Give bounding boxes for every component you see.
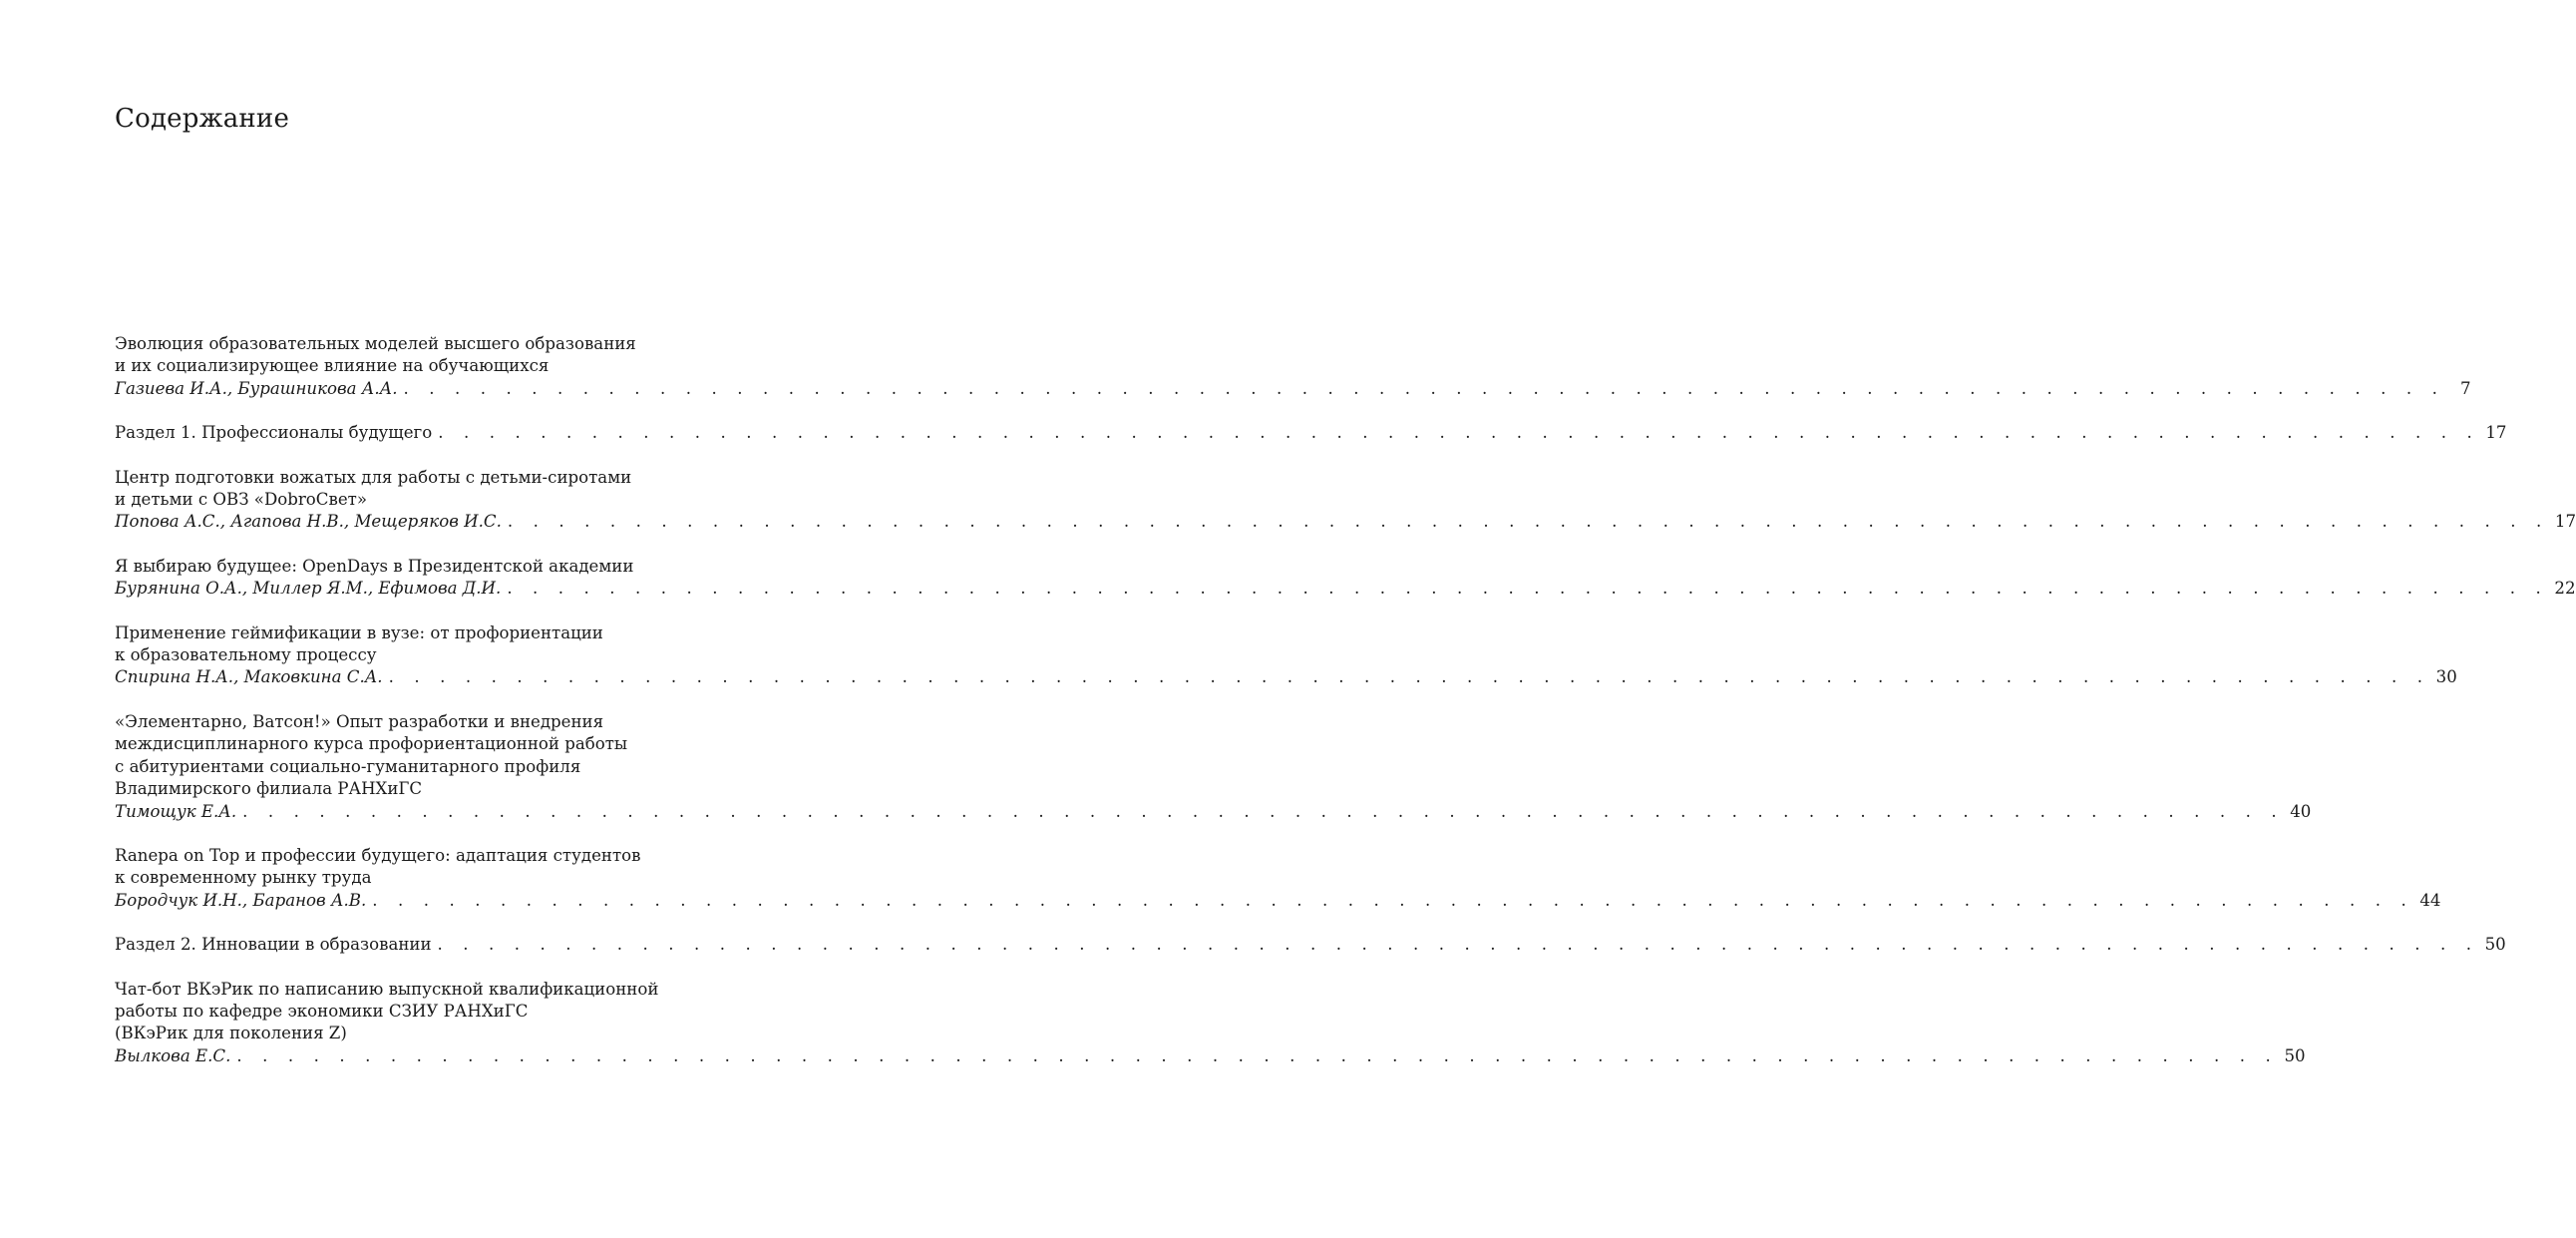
toc-entry-title-line: Применение геймификации в вузе: от профориентации bbox=[115, 622, 603, 642]
toc-page-number: 50 bbox=[2484, 935, 2506, 955]
table-of-contents bbox=[115, 333, 2576, 1089]
dot-leader: . . . . . . . . . . . . . . . . . . . . . . . . . . . . . . . . . . . . . . . . . . . . . . . . . . . . . . . . . . . . . . . . . . . . . . . . . . . . . . . . bbox=[403, 378, 2445, 398]
toc-entry-authors: Газиева И.А., Бурашникова А.А. bbox=[115, 378, 398, 398]
toc-entry-title-line: Владимирского филиала РАНХиГС bbox=[115, 779, 423, 799]
toc-section-title: Раздел 1. Профессионалы будущего bbox=[115, 423, 433, 443]
toc-entry-title-line: Ranepa on Top и профессии будущего: адаптация студентов bbox=[115, 845, 641, 865]
toc-leader-line bbox=[115, 511, 2576, 533]
dot-leader: . . . . . . . . . . . . . . . . . . . . . . . . . . . . . . . . . . . . . . . . . . . . . . . . . . . . . . . . . . . . . . . . . . . . . . . . . . . . . . . . bbox=[242, 801, 2285, 821]
page-title: Содержание bbox=[115, 104, 290, 134]
toc-entry-title-line: Я выбираю будущее: OpenDays в Президентской академии bbox=[115, 556, 634, 576]
toc-page-number: 50 bbox=[2284, 1045, 2306, 1065]
toc-entry-title-line: и их социализирующее влияние на обучающихся bbox=[115, 356, 550, 376]
dot-leader: . . . . . . . . . . . . . . . . . . . . . . . . . . . . . . . . . . . . . . . . . . . . . . . . . . . . . . . . . . . . . . . . . . . . . . . . . . . . . . . . bbox=[507, 512, 2549, 532]
toc-entry-title-line: Чат-бот ВКэРик по написанию выпускной квалификационной bbox=[115, 979, 659, 999]
dot-leader: . . . . . . . . . . . . . . . . . . . . . . . . . . . . . . . . . . . . . . . . . . . . . . . . . . . . . . . . . . . . . . . . . . . . . . . . . . . . . . . . bbox=[236, 1045, 2279, 1065]
toc-section-entry bbox=[115, 422, 2507, 444]
dot-leader: . . . . . . . . . . . . . . . . . . . . . . . . . . . . . . . . . . . . . . . . . . . . . . . . . . . . . . . . . . . . . . . . . . . . . . . . . . . . . . . . bbox=[438, 423, 2480, 443]
toc-entry-title-line: междисциплинарного курса профориентационной работы bbox=[115, 734, 628, 754]
toc-entry bbox=[115, 711, 2312, 823]
toc-entry bbox=[115, 622, 2457, 689]
toc-page-number: 44 bbox=[2419, 890, 2441, 910]
toc-leader-line bbox=[115, 1045, 2306, 1067]
toc-entry-title-line: и детьми с ОВЗ «DobroСвет» bbox=[115, 490, 367, 510]
toc-entry-authors: Попова А.С., Агапова Н.В., Мещеряков И.С. bbox=[115, 512, 502, 532]
toc-page-number: 22 bbox=[2554, 579, 2576, 599]
toc-entry bbox=[115, 979, 2306, 1068]
toc-leader-line bbox=[115, 934, 2506, 956]
dot-leader: . . . . . . . . . . . . . . . . . . . . . . . . . . . . . . . . . . . . . . . . . . . . . . . . . . . . . . . . . . . . . . . . . . . . . . . . . . . . . . . . bbox=[388, 667, 2430, 687]
toc-entry bbox=[115, 333, 2471, 400]
toc-entry-authors: Вылкова Е.С. bbox=[115, 1045, 231, 1065]
toc-entry-authors: Спирина Н.А., Маковкина С.А. bbox=[115, 667, 383, 687]
dot-leader: . . . . . . . . . . . . . . . . . . . . . . . . . . . . . . . . . . . . . . . . . . . . . . . . . . . . . . . . . . . . . . . . . . . . . . . . . . . . . . . . bbox=[372, 890, 2414, 910]
toc-entry bbox=[115, 556, 2576, 601]
toc-entry-title-line: (ВКэРик для поколения Z) bbox=[115, 1024, 347, 1043]
dot-leader: . . . . . . . . . . . . . . . . . . . . . . . . . . . . . . . . . . . . . . . . . . . . . . . . . . . . . . . . . . . . . . . . . . . . . . . . . . . . . . . . bbox=[507, 579, 2549, 599]
toc-entry-title-line: к современному рынку труда bbox=[115, 868, 372, 888]
toc-leader-line bbox=[115, 422, 2507, 444]
toc-entry-title-line: Эволюция образовательных моделей высшего образования bbox=[115, 334, 636, 353]
toc-entry-title-line: работы по кафедре экономики СЗИУ РАНХиГС bbox=[115, 1001, 529, 1021]
toc-section-entry bbox=[115, 934, 2506, 956]
toc-page-number: 17 bbox=[2485, 423, 2507, 443]
toc-leader-line bbox=[115, 666, 2457, 688]
toc-entry-authors: Тимощук Е.А. bbox=[115, 801, 237, 821]
toc-leader-line bbox=[115, 378, 2471, 400]
toc-leader-line bbox=[115, 890, 2441, 912]
toc-leader-line bbox=[115, 578, 2576, 600]
toc-page-number: 40 bbox=[2290, 801, 2312, 821]
toc-page-number: 30 bbox=[2435, 667, 2457, 687]
toc-leader-line bbox=[115, 801, 2312, 823]
toc-entry bbox=[115, 845, 2441, 912]
toc-section-title: Раздел 2. Инновации в образовании bbox=[115, 935, 432, 955]
toc-entry-title-line: с абитуриентами социально-гуманитарного профиля bbox=[115, 756, 581, 776]
dot-leader: . . . . . . . . . . . . . . . . . . . . . . . . . . . . . . . . . . . . . . . . . . . . . . . . . . . . . . . . . . . . . . . . . . . . . . . . . . . . . . . . bbox=[437, 935, 2479, 955]
toc-entry-authors: Бурянина О.А., Миллер Я.М., Ефимова Д.И. bbox=[115, 579, 502, 599]
toc-entry bbox=[115, 467, 2576, 534]
toc-entry-title-line: к образовательному процессу bbox=[115, 645, 377, 665]
toc-page-number: 17 bbox=[2554, 512, 2576, 532]
toc-page-number: 7 bbox=[2460, 378, 2471, 398]
toc-entry-title-line: «Элементарно, Ватсон!» Опыт разработки и внедрения bbox=[115, 711, 604, 731]
toc-entry-authors: Бородчук И.Н., Баранов А.В. bbox=[115, 890, 367, 910]
toc-entry-title-line: Центр подготовки вожатых для работы с детьми-сиротами bbox=[115, 467, 632, 487]
